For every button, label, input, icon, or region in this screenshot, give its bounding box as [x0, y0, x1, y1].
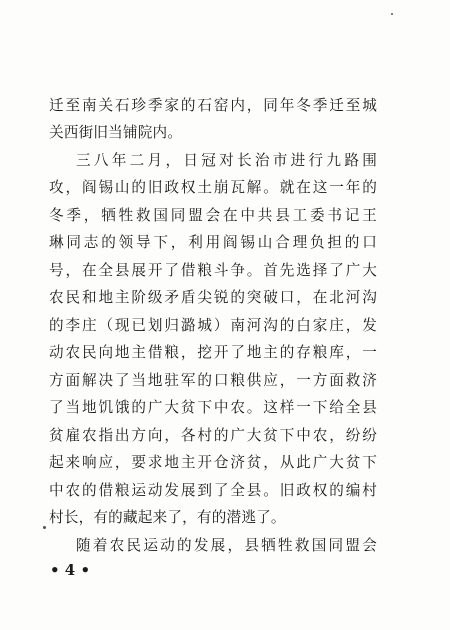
text-line-6: 琳同志的领导下，利用阎锡山合理负担的口: [49, 234, 377, 251]
text-line-7: 号，在全县展开了借粮斗争。首先选择了广大: [49, 262, 377, 279]
text-line-11: 方面解决了当地驻军的口粮供应，一方面救济: [49, 372, 377, 389]
text-line-15: 中农的借粮运动发展到了全县。旧政权的编村: [49, 482, 377, 499]
text-line-10: 动农民向地主借粮，挖开了地主的存粮库，一: [49, 344, 377, 361]
text-line-1: 迁至南关石珍季家的石窑内，同年冬季迁至城: [49, 97, 377, 114]
text-line-2: 关西街旧当铺院内。: [49, 124, 183, 141]
ink-speck: [391, 13, 393, 15]
text-line-9: 的李庄（现已划归潞城）南河沟的白家庄，发: [49, 317, 377, 334]
ink-speck: [43, 526, 46, 529]
text-line-12: 了当地饥饿的广大贫下中农。这样一下给全县: [49, 399, 377, 416]
text-line-4: 攻，阎锡山的旧政权土崩瓦解。就在这一年的: [49, 179, 377, 196]
text-line-17: 随着农民运动的发展，县牺牲救国同盟会: [76, 537, 377, 554]
text-line-14: 起来响应，要求地主开仓济贫，从此广大贫下: [49, 454, 377, 471]
text-line-13: 贫雇农指出方向，各村的广大贫下中农，纷纷: [49, 427, 377, 444]
text-line-8: 农民和地主阶级矛盾尖锐的突破口，在北河沟: [49, 289, 377, 306]
text-line-3: 三八年二月，日冠对长治市进行九路围: [76, 152, 377, 169]
text-line-5: 冬季，牺牲救国同盟会在中共县工委书记王: [49, 207, 377, 224]
page-number: • 4 •: [50, 561, 91, 579]
text-line-16: 村长，有的藏起来了，有的潜逃了。: [49, 509, 286, 526]
